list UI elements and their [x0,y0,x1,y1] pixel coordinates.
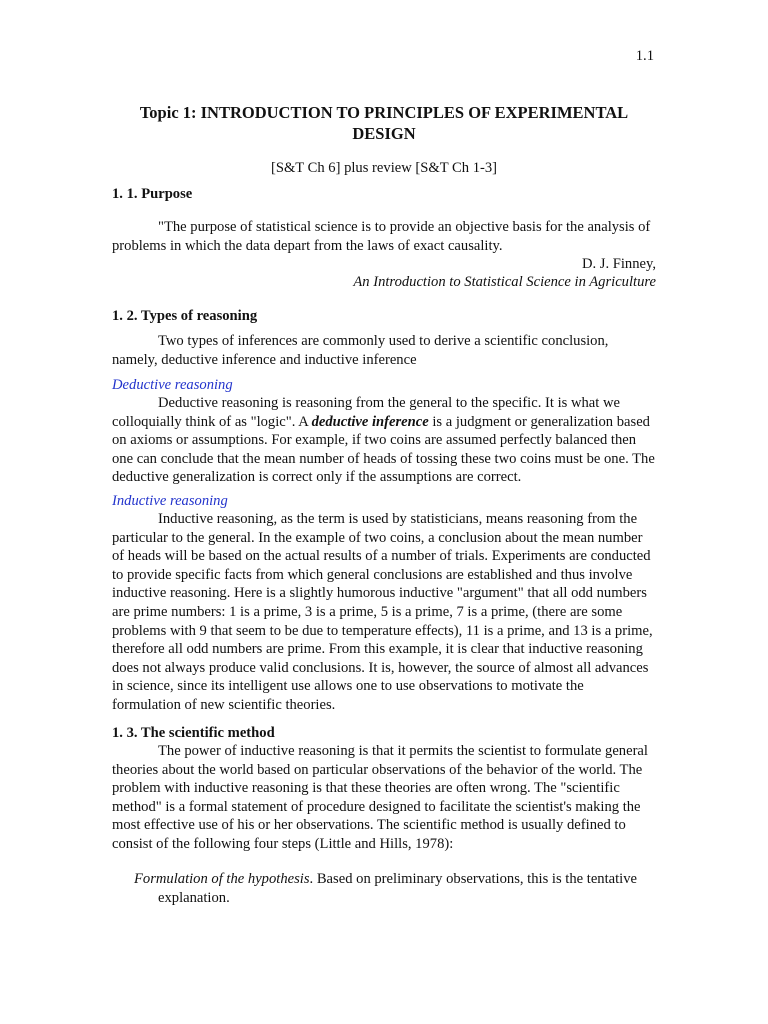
reference-note: [S&T Ch 6] plus review [S&T Ch 1-3] [270,160,498,176]
step-term: Formulation of the hypothesis [134,871,310,887]
quote-source-book: An Introduction to Statistical Science in Agriculture [353,274,656,290]
section-heading-reasoning: 1. 2. Types of reasoning [112,308,258,324]
inductive-label: Inductive reasoning [112,493,228,509]
deductive-paragraph [112,394,656,487]
deductive-inference-term: deductive inference [311,413,429,430]
section-heading-scientific-method: 1. 3. The scientific method [112,725,275,741]
step-formulation-hypothesis [134,870,680,907]
deductive-label: Deductive reasoning [112,377,233,393]
deductive-text-end: is a judgment or generalization based on axioms or assumptions. For example, if two coins are assumed perfectly balanced then one can conclude that the mean number of heads of tossing these two coins must be one. The deductive generalization is correct only if the assumptions are correct. [112,413,655,486]
reasoning-intro: Two types of inferences are commonly used to derive a scientific conclusion, namely, deductive inference and inductive inference [112,333,609,368]
page-number: 1.1 [635,48,654,64]
scientific-method-paragraph: The power of inductive reasoning is that it permits the scientist to formulate general theories about the world based on particular observations of the behavior of the world. The problem with inductive reasoning is that these theories are often wrong. The "scientific method" is a formal statement of procedure designed to facilitate the scientist's making the most effective use of his or her observations. The scientific method is usually defined to consist of the following four steps (Little and Hills, 1978): [112,743,648,852]
deductive-text-start: Deductive reasoning is reasoning from the general to the specific. It is what we colloquially think of as "logic". A [112,395,620,430]
step-text: . Based on preliminary observations, this is the tentative explanation. [158,871,638,906]
inductive-paragraph: Inductive reasoning, as the term is used by statisticians, means reasoning from the particular to the general. In the example of two coins, a conclusion about the mean number of heads will be based on the actual results of a number of trials. Experiments are conducted to provide specific facts from which general conclusions are established and thus involve inductive reasoning. Here is a slightly humorous inductive "argument" that all odd numbers are prime numbers: 1 is a prime, 3 is a prime, 5 is a prime, 7 is a prime, (there are some problems with 9 that seem to be due to temperature effects), 11 is a prime, and 13 is a prime, therefore all odd numbers are prime. From this example, it is clear that inductive reasoning does not always produce valid conclusions. It is, however, the source of almost all advances in science, since its intelligent use allows one to use observations to motivate the formulation of new scientific theories. [112,511,653,713]
page-title: Topic 1: INTRODUCTION TO PRINCIPLES OF EXPERIMENTAL DESIGN [139,103,629,143]
section-heading-purpose: 1. 1. Purpose [112,186,193,202]
purpose-quote: "The purpose of statistical science is to provide an objective basis for the analysis of problems in which the data depart from the laws of exact causality. [112,219,651,254]
quote-author: D. J. Finney, [581,256,656,272]
